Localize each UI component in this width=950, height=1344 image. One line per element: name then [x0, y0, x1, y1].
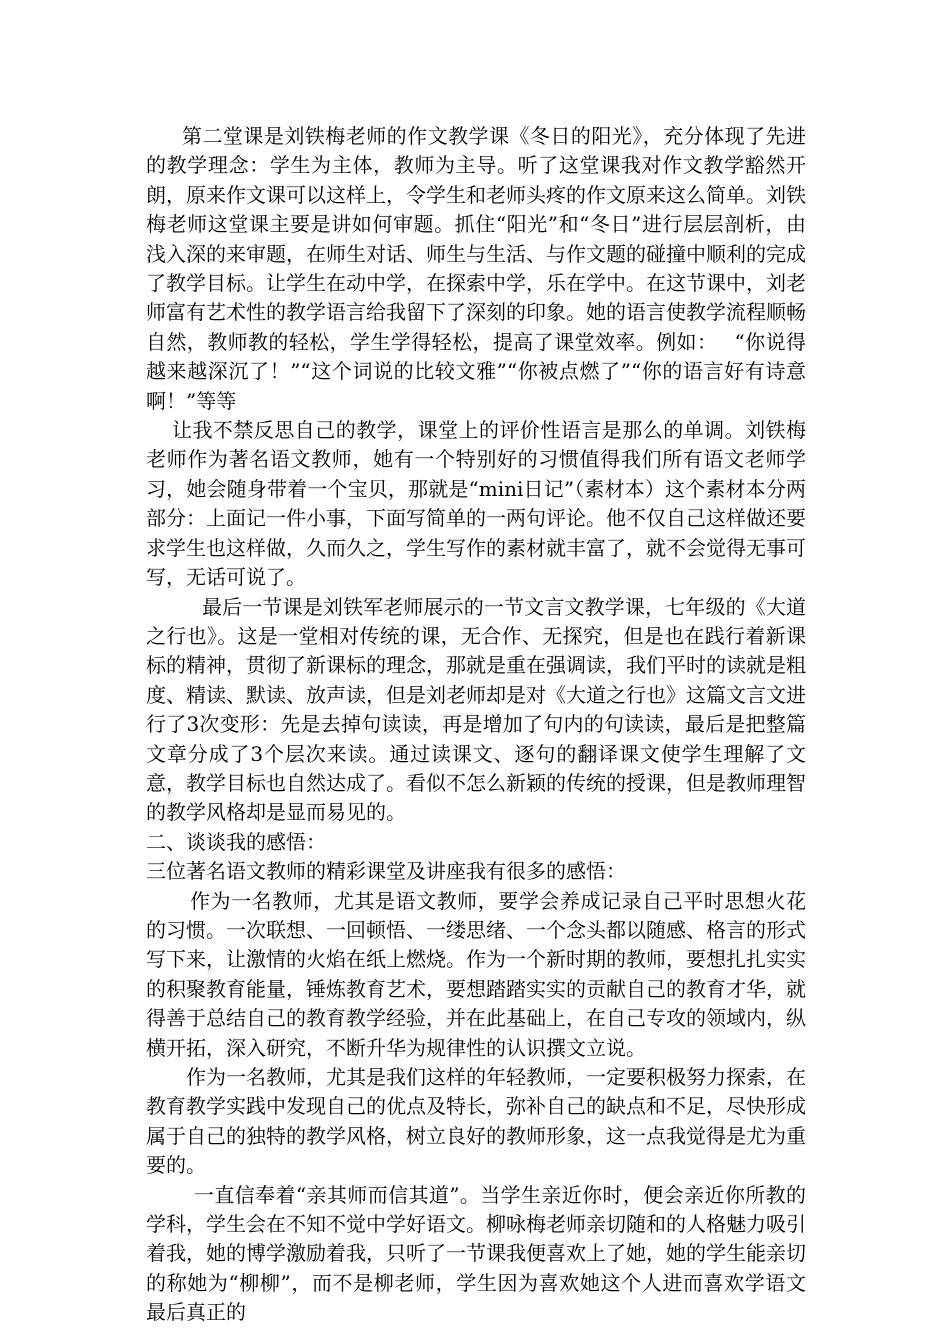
paragraph-insight-one: 作为一名教师，尤其是语文教师，要学会养成记录自己平时思想火花的习惯。一次联想、一回顿悟、一缕思绪、一个念头都以随感、格言的形式写下来，让激情的火焰在纸上燃烧。作为一个新时期的教师，要想扎扎实实的积聚教育能量，锤炼教育艺术，要想踏踏实实的贡献自己的教育才华，就得善于总结自己的教育教学经验，并在此基础上，在自己专攻的领域内，纵横开拓，深入研究，不断升华为规律性的认识撰文立说。	[146, 888, 806, 1060]
section-heading: 二、谈谈我的感悟：	[146, 829, 326, 854]
paragraph-reflection: 让我不禁反思自己的教学，课堂上的评价性语言是那么的单调。刘铁梅老师作为著名语文教师，她有一个特别好的习惯值得我们所有语文老师学习，她会随身带着一个宝贝，那就是“mini日记”（素材本）这个素材本分两部分：上面记一件小事，下面写简单的一两句评论。他不仅自己这样做还要求学生也这样做，久而久之，学生写作的素材就丰富了，就不会觉得无事可写，无话可说了。	[146, 418, 806, 590]
paragraph-insight-three: 一直信奉着“亲其师而信其道”。当学生亲近你时，便会亲近你所教的学科，学生会在不知不觉中学好语文。柳咏梅老师亲切随和的人格魅力吸引着我，她的博学激励着我，只听了一节课我便喜欢上了她，她的学生能亲切的称她为“柳柳”，而不是柳老师，学生因为喜欢她这个人进而喜欢学语文最后真正的	[146, 1182, 806, 1325]
paragraph-insight-two: 作为一名教师，尤其是我们这样的年轻教师，一定要积极努力探索，在教育教学实践中发现自己的优点及特长，弥补自己的缺点和不足，尽快形成属于自己的独特的教学风格，树立良好的教师形象，这一点我觉得是尤为重要的。	[146, 1065, 806, 1178]
document-body	[146, 122, 806, 1328]
paragraph-second-lesson: 第二堂课是刘铁梅老师的作文教学课《冬日的阳光》，充分体现了先进的教学理念：学生为主体，教师为主导。听了这堂课我对作文教学豁然开朗，原来作文课可以这样上，令学生和老师头疼的作文原来这么简单。刘铁梅老师这堂课主要是讲如何审题。抓住“阳光”和“冬日”进行层层剖析，由浅入深的来审题，在师生对话、师生与生活、与作文题的碰撞中顺利的完成了教学目标。让学生在动中学，在探索中学，乐在学中。在这节课中，刘老师富有艺术性的教学语言给我留下了深刻的印象。她的语言使教学流程顺畅自然，教师教的轻松，学生学得轻松，提高了课堂效率。例如： “你说得越来越深沉了！”“这个词说的比较文雅”“你被点燃了”“你的语言好有诗意啊！”等等	[146, 124, 806, 413]
paragraph-last-lesson: 最后一节课是刘铁军老师展示的一节文言文教学课，七年级的《大道之行也》。这是一堂相对传统的课，无合作、无探究，但是也在践行着新课标的精神，贯彻了新课标的理念，那就是重在强调读，我们平时的读就是粗度、精读、默读、放声读，但是刘老师却是对《大道之行也》这篇文言文进行了3次变形：先是去掉句读读，再是增加了句内的句读读，最后是把整篇文章分成了3个层次来读。通过读课文、逐句的翻译课文使学生理解了文意，教学目标也自然达成了。看似不怎么新颖的传统的授课，但是教师理智的教学风格却是显而易见的。	[146, 594, 806, 825]
section-intro: 三位著名语文教师的精彩课堂及讲座我有很多的感悟：	[146, 859, 626, 884]
